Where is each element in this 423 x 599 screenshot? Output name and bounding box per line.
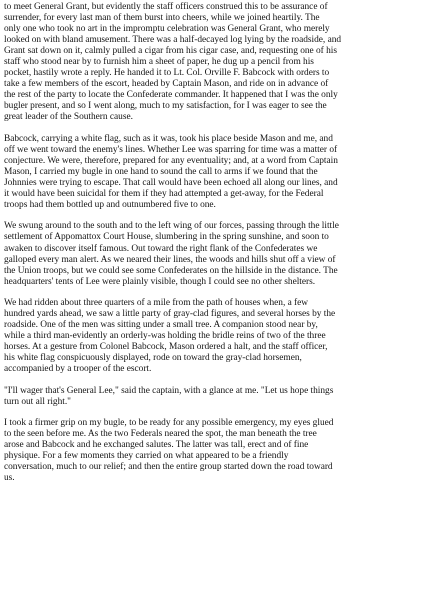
text-line: conjecture. We were, therefore, prepared for any eventuality; and, at a word from Captain [4, 155, 338, 166]
text-line: Babcock, carrying a white flag, such as it was, took his place beside Mason and me, and [4, 133, 333, 144]
text-line: "I'll wager that's General Lee," said the captain, with a glance at me. "Let us hope things [4, 385, 334, 396]
text-line: accompanied by a trooper of the escort. [4, 364, 152, 375]
text-line: only one who took no art in the impromptu celebration was General Grant, who merely [4, 24, 330, 35]
text-line: take a few members of the escort, headed by Captain Mason, and ride on in advance of [4, 79, 329, 90]
paragraph-appomattox-court-house [4, 221, 419, 287]
text-line: galloped every man alert. As we neared their lines, the woods and hills shut off a view of [4, 254, 336, 265]
text-line: Johnnies were trying to escape. That call would have been echoed all along our lines, and [4, 178, 338, 188]
text-line: turn out all right." [4, 396, 71, 407]
text-line: arose and Babcock and he exchanged salutes. The latter was tall, erect and of fine [4, 440, 309, 451]
text-line: bugler present, and so I went along, much to my satisfaction, for I was eager to see the [4, 101, 327, 112]
text-line: We swung around to the south and to the left wing of our forces, passing through the little [4, 221, 339, 232]
text-line: it would have been suicidal for them if they had attempted a get-away, for the Federal [4, 189, 324, 200]
paragraph-grant-writes-reply [4, 2, 419, 124]
paragraph-bugle-grip [4, 418, 419, 484]
paragraph-captain-wager [4, 386, 419, 408]
text-line: Grant sat down on it, calmly pulled a cigar from his cigar case, and, requesting one of his [4, 46, 337, 57]
text-line: his white flag conspicuously displayed, rode on toward the gray-clad horsemen, [4, 353, 302, 364]
text-line: Mason, I carried my bugle in one hand to sound the call to arms if we found that the [4, 166, 318, 177]
text-line: the rest of the party to locate the Confederate commander. It happened that I was the only [4, 90, 338, 101]
text-line: pocket, hastily wrote a reply. He handed it to Lt. Col. Orville F. Babcock with orders to [4, 68, 330, 79]
text-line: the Union troops, but we could see some Confederates on the hillside in the distance. The [4, 265, 338, 276]
text-line: looked on with bland amusement. There was a half-decayed log lying by the roadside, and [4, 35, 342, 46]
text-line: surrender, for every last man of them burst into cheers, while we joined heartily. The [4, 13, 320, 24]
text-line: headquarters' tents of Lee were plainly visible, though I could see no other shelters. [4, 276, 316, 287]
text-line: to meet General Grant, but evidently the staff officers construed this to be assurance of [4, 2, 328, 12]
text-line: We had ridden about three quarters of a mile from the path of houses when, a few [4, 298, 309, 309]
text-line: while a third man-evidently an orderly-was holding the bridle reins of two of the three [4, 331, 326, 342]
paragraph-babcock-white-flag [4, 134, 419, 211]
text-line: troops had them bottled up and outnumbered five to one. [4, 200, 216, 211]
text-line: hundred yards ahead, we saw a little party of gray-clad figures, and several horses by the [4, 309, 336, 320]
text-line: conversation, much to our relief; and then the entire group started down the road toward [4, 462, 333, 473]
text-line: great leader of the Southern cause. [4, 112, 133, 123]
text-line: horses. At a gesture from Colonel Babcock, Mason ordered a halt, and the staff officer, [4, 342, 328, 353]
text-line: settlement of Appomattox Court House, slumbering in the spring sunshine, and soon to [4, 232, 329, 243]
text-line: off we went toward the enemy's lines. Whether Lee was sparring for time was a matter of [4, 144, 338, 155]
text-line: physique. For a few moments they carried on what appeared to be a friendly [4, 451, 289, 462]
text-line: awaken to discover itself famous. Out toward the right flank of the Confederates we [4, 243, 318, 254]
text-line: to the seen before me. As the two Federals neared the spot, the man beneath the tree [4, 429, 317, 440]
text-line: roadside. One of the men was sitting under a small tree. A companion stood near by, [4, 320, 318, 331]
paragraph-gray-clad-party [4, 298, 419, 375]
text-line: I took a firmer grip on my bugle, to be ready for any possible emergency, my eyes glued [4, 418, 334, 429]
text-line: us. [4, 473, 15, 484]
text-line: staff who stood near by to furnish him a sheet of paper, he dug up a pencil from his [4, 57, 314, 68]
